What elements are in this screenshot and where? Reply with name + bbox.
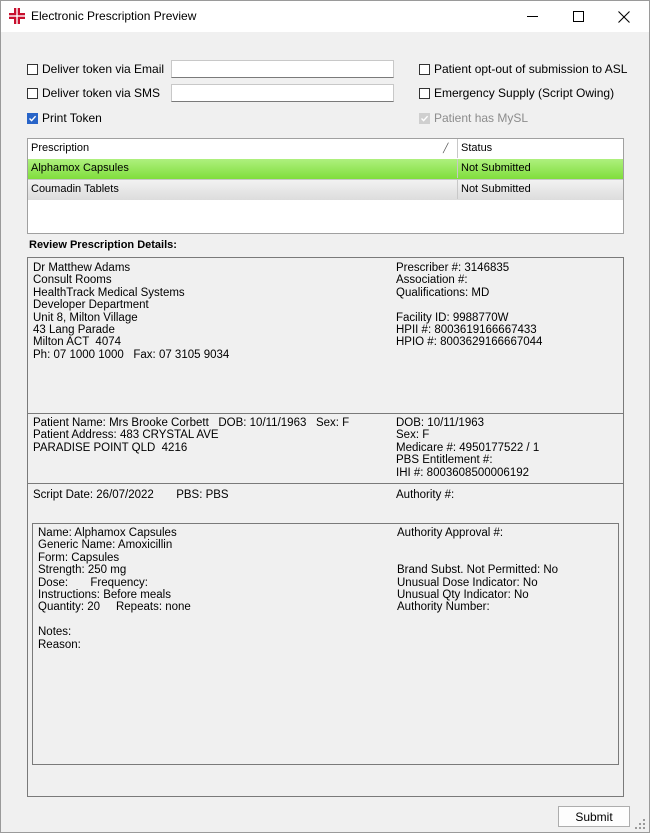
- sort-indicator-icon: ╱: [443, 143, 449, 153]
- minimize-button[interactable]: [509, 1, 555, 32]
- print-token-checkbox[interactable]: [27, 110, 102, 126]
- email-input[interactable]: [171, 60, 394, 78]
- close-icon: [618, 11, 630, 23]
- script-date-pbs: Script Date: 26/07/2022 PBS: PBS: [33, 489, 229, 501]
- checkbox-checked-disabled-icon: [419, 113, 430, 124]
- title-bar[interactable]: [1, 1, 649, 32]
- checkbox-unchecked-icon: [419, 64, 430, 75]
- status-cell: Not Submitted: [461, 183, 531, 195]
- checkbox-unchecked-icon: [27, 64, 38, 75]
- print-token-label: Print Token: [42, 111, 102, 125]
- mysl-label: Patient has MySL: [434, 111, 529, 125]
- opt-out-label: Patient opt-out of submission to ASL: [434, 62, 628, 76]
- patient-details: Patient Name: Mrs Brooke Corbett DOB: 10/11/1963 Sex: F Patient Address: 483 CRYSTAL AVE PARADISE POINT QLD 4216: [33, 417, 350, 454]
- prescriber-details: Dr Matthew Adams Consult Rooms HealthTrack Medical Systems Developer Department Unit 8, Milton Village 43 Lang Parade Milton ACT 4074 Ph: 07 1000 1000 Fax: 07 3105 9034: [33, 262, 230, 361]
- drug-authority-details: Authority Approval #: Brand Subst. Not Permitted: No Unusual Dose Indicator: No Unusual Qty Indicator: No Authority Number:: [397, 527, 559, 614]
- prescription-grid[interactable]: [27, 138, 624, 234]
- prescriber-identifiers: Prescriber #: 3146835 Association #: Qualifications: MD Facility ID: 9988770W HPII #: 8003619166667433 HPIO #: 8003629166667044: [396, 262, 543, 349]
- submit-button[interactable]: Submit: [558, 806, 630, 827]
- column-header-prescription-label: Prescription: [31, 142, 90, 154]
- column-header-prescription[interactable]: [28, 139, 458, 158]
- table-row[interactable]: [28, 179, 623, 200]
- minimize-icon: [527, 11, 538, 22]
- resize-grip-icon[interactable]: [633, 817, 647, 831]
- window-title: Electronic Prescription Preview: [31, 9, 197, 23]
- checkmark-icon: [420, 114, 429, 123]
- grid-header: [28, 139, 623, 160]
- drug-details-box: [32, 523, 619, 765]
- checkbox-unchecked-icon: [419, 88, 430, 99]
- mysl-checkbox: [419, 110, 528, 126]
- deliver-email-label: Deliver token via Email: [42, 62, 165, 76]
- review-details-panel: [27, 257, 624, 797]
- checkbox-unchecked-icon: [27, 88, 38, 99]
- app-cross-icon: [9, 8, 25, 24]
- deliver-sms-label: Deliver token via SMS: [42, 86, 161, 100]
- drug-details: Name: Alphamox Capsules Generic Name: Amoxicillin Form: Capsules Strength: 250 mg Dose: Frequency: Instructions: Before meals Quantity: 20 Repeats: none Notes: Reason:: [38, 527, 191, 651]
- checkmark-icon: [28, 114, 37, 123]
- opt-out-checkbox[interactable]: [419, 61, 627, 77]
- prescription-cell: Alphamox Capsules: [28, 159, 458, 178]
- maximize-button[interactable]: [555, 1, 601, 32]
- section-divider: [28, 413, 623, 414]
- column-header-status-label: Status: [461, 142, 493, 154]
- patient-identifiers: DOB: 10/11/1963 Sex: F Medicare #: 4950177522 / 1 PBS Entitlement #: IHI #: 8003608500006192: [396, 417, 540, 479]
- sms-input[interactable]: [171, 84, 394, 102]
- maximize-icon: [573, 11, 584, 22]
- deliver-email-checkbox[interactable]: [27, 61, 164, 77]
- prescription-cell: Coumadin Tablets: [28, 180, 458, 199]
- emergency-supply-checkbox[interactable]: [419, 85, 614, 101]
- section-divider: [28, 483, 623, 484]
- deliver-sms-checkbox[interactable]: [27, 85, 160, 101]
- checkbox-checked-icon: [27, 113, 38, 124]
- emergency-supply-label: Emergency Supply (Script Owing): [434, 86, 615, 100]
- table-row[interactable]: [28, 159, 623, 179]
- authority-number: Authority #:: [396, 489, 455, 501]
- column-header-status[interactable]: [458, 139, 623, 158]
- close-button[interactable]: [601, 1, 647, 32]
- status-cell: Not Submitted: [461, 162, 531, 174]
- review-section-label: Review Prescription Details:: [29, 239, 177, 251]
